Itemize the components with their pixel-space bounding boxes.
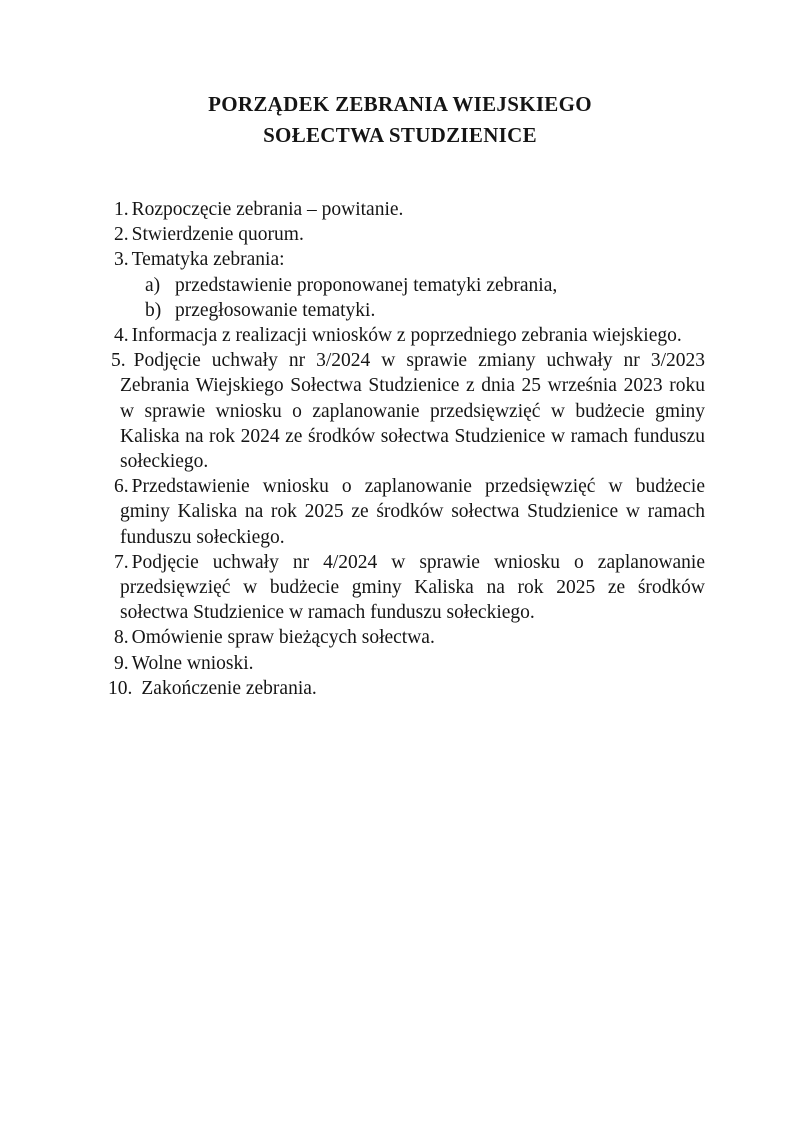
title-line-2: SOŁECTWA STUDZIENICE xyxy=(263,123,537,147)
subitem-text: przedstawienie proponowanej tematyki zebrania, xyxy=(175,274,558,296)
agenda-item-7 xyxy=(95,550,705,626)
item-number: 7. xyxy=(114,551,129,573)
item-number: 5. xyxy=(111,350,126,372)
item-text: Podjęcie uchwały nr 3/2024 w sprawie zmiany uchwały nr 3/2023 Zebrania Wiejskiego Sołectwa Studzienice z dnia 25 września 2023 roku w sprawie wniosku o zaplanowanie przedsięwzięć w budżecie gminy Kaliska na rok 2024 ze środków sołectwa Studzienice w ramach funduszu sołeckiego. xyxy=(120,350,705,473)
item-number: 1. xyxy=(114,199,129,220)
agenda-item-1 xyxy=(95,197,705,222)
item-text: Zakończenie zebrania. xyxy=(141,677,317,699)
item-text: Przedstawienie wniosku o zaplanowanie przedsięwzięć w budżecie gminy Kaliska na rok 2025 ze środków sołectwa Studzienice w ramach funduszu sołeckiego. xyxy=(120,476,705,548)
item-text: Wolne wnioski. xyxy=(131,652,254,674)
agenda-list xyxy=(95,197,705,701)
agenda-item-3 xyxy=(95,247,705,272)
item-text: Podjęcie uchwały nr 4/2024 w sprawie wniosku o zaplanowanie przedsięwzięć w budżecie gminy Kaliska na rok 2025 ze środków sołectwa Studzienice w ramach funduszu sołeckiego. xyxy=(120,551,705,624)
agenda-item-10 xyxy=(95,676,705,701)
item-number: 8. xyxy=(114,627,129,649)
item-number: 2. xyxy=(114,224,129,246)
item-text: Rozpoczęcie zebrania – powitanie. xyxy=(131,199,404,220)
agenda-item-6 xyxy=(95,474,705,550)
item-number: 9. xyxy=(114,652,129,674)
agenda-item-8 xyxy=(95,625,705,650)
subitem-marker: b) xyxy=(145,299,162,321)
agenda-subitem-3a xyxy=(95,273,705,298)
item-number: 4. xyxy=(114,325,129,347)
item-number: 3. xyxy=(114,249,129,271)
item-text: Tematyka zebrania: xyxy=(131,249,285,271)
agenda-subitem-3b xyxy=(95,298,705,323)
title-line-1: PORZĄDEK ZEBRANIA WIEJSKIEGO xyxy=(208,92,592,116)
item-number: 6. xyxy=(114,476,129,498)
agenda-item-4 xyxy=(95,323,705,348)
agenda-item-5 xyxy=(95,348,705,474)
document-title xyxy=(0,89,800,151)
subitem-marker: a) xyxy=(145,274,161,296)
item-text: Omówienie spraw bieżących sołectwa. xyxy=(131,627,435,649)
item-text: Informacja z realizacji wniosków z poprzedniego zebrania wiejskiego. xyxy=(131,325,682,347)
subitem-text: przegłosowanie tematyki. xyxy=(175,299,376,321)
item-number: 10. xyxy=(108,677,133,699)
item-text: Stwierdzenie quorum. xyxy=(131,224,304,246)
agenda-item-2 xyxy=(95,222,705,247)
agenda-item-9 xyxy=(95,651,705,676)
